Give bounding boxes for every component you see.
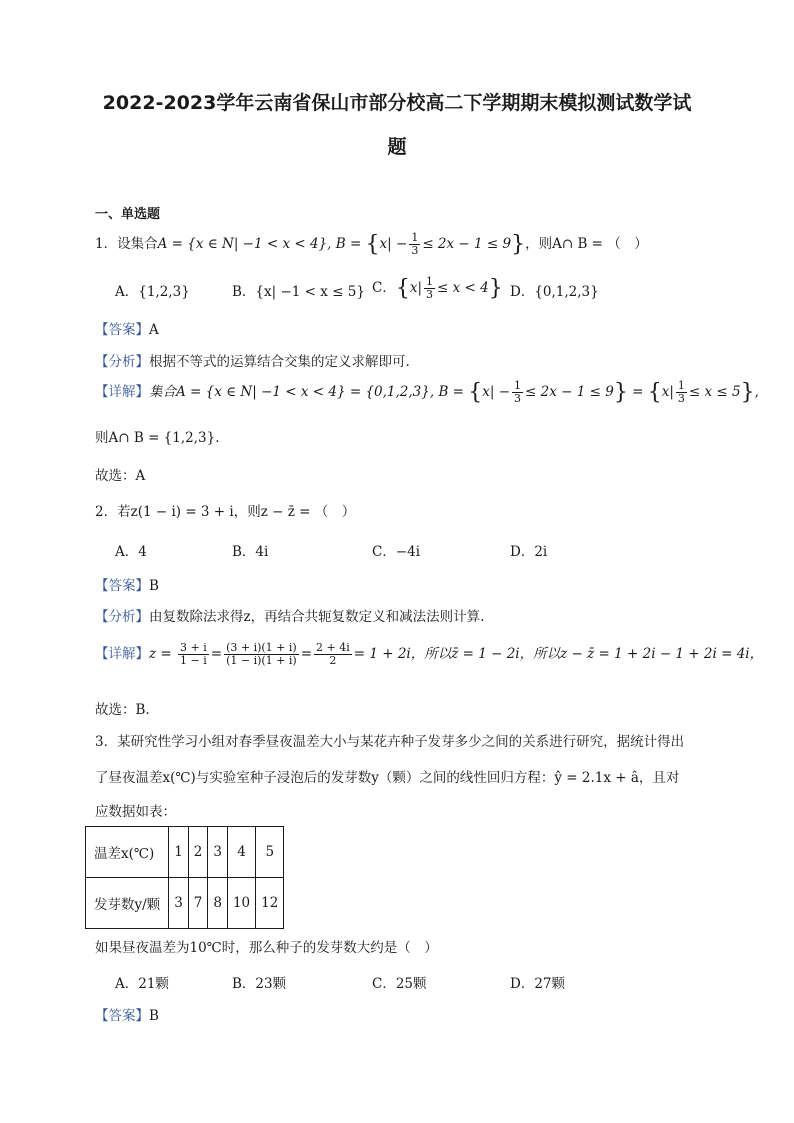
table-cell: 8 [208, 878, 228, 929]
q1-prefix: 1．设集合 [95, 236, 158, 252]
analysis-tag: 【分析】 [95, 609, 149, 625]
q1-choose: 故选：A [95, 468, 146, 484]
table-cell: 3 [208, 827, 228, 878]
q3-option-d: D．27颗 [510, 976, 566, 992]
q2-option-d: D．2i [510, 544, 548, 560]
fraction: $\frac{1}{3}$ [411, 231, 419, 257]
q1-option-b: B．{x| −1 < x ≤ 5} [232, 284, 365, 300]
left-brace: { [365, 232, 380, 257]
detail-tag: 【详解】 [95, 384, 149, 400]
table-cell: 12 [256, 878, 284, 929]
q1-answer: 【答案】A [95, 322, 159, 338]
q1-detail: 【详解】集合A = {x ∈ N| −1 < x < 4} = {0,1,2,3}, B = {x| − $\frac{1}{3}$ ≤ 2x − 1 ≤ 9} = {x| $\frac{1}{3}$ ≤ x ≤ 5}, [95, 379, 759, 405]
q1-detail-2: 则A∩ B = {1,2,3}. [95, 430, 220, 446]
answer-tag: 【答案】 [95, 1008, 149, 1024]
q3-option-c: C．25颗 [372, 976, 427, 992]
table-cell: 7 [188, 878, 208, 929]
q1-analysis: 【分析】根据不等式的运算结合交集的定义求解即可. [95, 354, 410, 370]
q3-option-b: B．23颗 [232, 976, 287, 992]
q1-option-a: A．{1,2,3} [115, 284, 190, 300]
question-2: 2．若z(1 − i) = 3 + i，则z − z̄ = （ ） [95, 504, 356, 520]
q3-answer: 【答案】B [95, 1008, 159, 1024]
q2-answer: 【答案】B [95, 578, 159, 594]
q2-detail: 【详解】z = $\frac{3 + i}{1 - i}$ = $\frac{(3 + i)(1 + i)}{(1 - i)(1 + i)}$ = $\frac{2 + 4i}{2}$ = 1 + 2i，所以z̄ = 1 − 2i，所以z − z̄ = 1 + 2i − 1 + 2i = 4i， [95, 641, 764, 667]
page-title: 2022-2023学年云南省保山市部分校高二下学期期末模拟测试数学试 [102, 92, 692, 114]
question-3-line-2: 了昼夜温差x(℃)与实验室种子浸泡后的发芽数y（颗）之间的线性回归方程：ŷ = 2.1x + â，且对 [95, 770, 680, 786]
question-3-prompt: 如果昼夜温差为10℃时，那么种子的发芽数大约是（ ） [95, 940, 438, 956]
q1-set-a: A = {x ∈ N| −1 < x < 4}, B = [157, 236, 366, 252]
question-3-line-1: 3．某研究性学习小组对春季昼夜温差大小与某花卉种子发芽多少之间的关系进行研究，据统计得出 [95, 734, 685, 750]
q1-option-d: D．{0,1,2,3} [510, 284, 599, 300]
table-cell: 3 [169, 878, 189, 929]
q2-analysis: 【分析】由复数除法求得z，再结合共轭复数定义和减法法则计算. [95, 609, 485, 625]
right-brace: } [511, 232, 526, 257]
table-row [86, 827, 284, 878]
q1-option-c: C．{x| $\frac{1}{3}$ ≤ x < 4} [372, 275, 503, 301]
table-row-label: 温差x(℃) [86, 827, 169, 878]
table-cell: 5 [256, 827, 284, 878]
data-table [85, 826, 284, 929]
q2-option-a: A．4 [115, 544, 147, 560]
answer-tag: 【答案】 [95, 578, 149, 594]
table-cell: 10 [227, 878, 255, 929]
answer-tag: 【答案】 [95, 322, 149, 338]
q2-choose: 故选：B. [95, 702, 150, 718]
section-heading: 一、单选题 [95, 207, 161, 222]
table-row [86, 878, 284, 929]
q2-option-c: C．−4i [372, 544, 421, 560]
question-3-line-3: 应数据如表： [95, 804, 176, 820]
table-cell: 4 [227, 827, 255, 878]
table-cell: 2 [188, 827, 208, 878]
page-title-continued: 题 [387, 136, 407, 158]
q1-setb-right: ≤ 2x − 1 ≤ 9 [422, 236, 512, 252]
question-1 [95, 232, 648, 257]
q1-ask: ，则A∩ B = （ ） [525, 236, 648, 252]
q1-setb-left: x| − [379, 236, 408, 252]
table-cell: 1 [169, 827, 189, 878]
q3-option-a: A．21颗 [115, 976, 169, 992]
analysis-tag: 【分析】 [95, 354, 149, 370]
table-row-label: 发芽数y/颗 [86, 878, 169, 929]
detail-tag: 【详解】 [95, 646, 149, 662]
q2-option-b: B．4i [232, 544, 269, 560]
